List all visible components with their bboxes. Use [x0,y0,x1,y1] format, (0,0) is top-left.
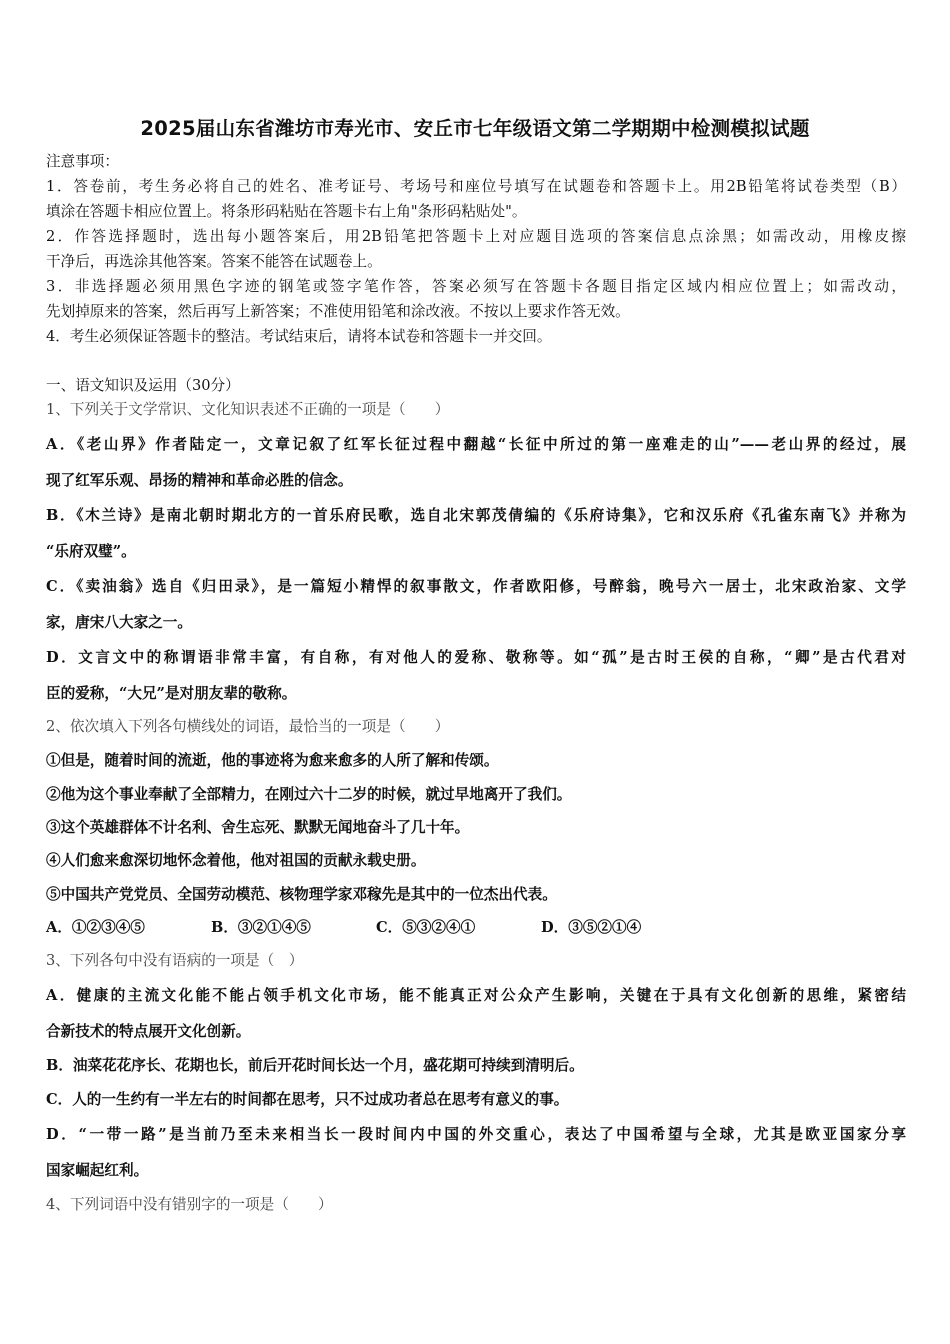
question-4-stem: 4、下列词语中没有错别字的一项是（ ） [46,1196,333,1213]
notice-line: 2．作答选择题时，选出每小题答案后，用2B铅笔把答题卡上对应题目选项的答案信息点涂黑；如需改动，用橡皮擦 [46,228,906,245]
q2-item: ⑤中国共产党党员、全国劳动模范、核物理学家邓稼先是其中的一位杰出代表。 [46,886,557,903]
q2-item: ②他为这个事业奉献了全部精力，在刚过六十二岁的时候，就过早地离开了我们。 [46,786,572,803]
question-2-stem: 2、依次填入下列各句横线处的词语，最恰当的一项是（ ） [46,718,450,735]
q1-option-b: B．《木兰诗》是南北朝时期北方的一首乐府民歌，选自北宋郭茂倩编的《乐府诗集》，它和汉乐府《孔雀东南飞》并称为 [46,507,906,524]
notice-line: 填涂在答题卡相应位置上。将条形码粘贴在答题卡右上角"条形码粘贴处"。 [46,203,527,220]
section-heading: 一、语文知识及运用（30分） [46,377,240,394]
notice-line: 3．非选择题必须用黑色字迹的钢笔或签字笔作答，答案必须写在答题卡各题目指定区域内相应位置上；如需改动， [46,278,906,295]
q3-option-c: C．人的一生约有一半左右的时间都在思考，只不过成功者总在思考有意义的事。 [46,1091,569,1108]
question-1-stem: 1、下列关于文学常识、文化知识表述不正确的一项是（ ） [46,401,450,418]
q2-item: ④人们愈来愈深切地怀念着他，他对祖国的贡献永载史册。 [46,852,426,869]
notice-line: 先划掉原来的答案，然后再写上新答案；不准使用铅笔和涂改液。不按以上要求作答无效。 [46,303,630,320]
notice-line: 1．答卷前，考生务必将自己的姓名、准考证号、考场号和座位号填写在试题卷和答题卡上。用2B铅笔将试卷类型（B） [46,178,906,195]
q1-option-b-cont: “乐府双璧”。 [46,543,136,560]
q2-option-c: C．⑤③②④① [376,919,476,936]
q3-option-d-cont: 国家崛起红利。 [46,1162,149,1179]
q1-option-c-cont: 家，唐宋八大家之一。 [46,614,192,631]
exam-title: 2025届山东省潍坊市寿光市、安丘市七年级语文第二学期期中检测模拟试题 [140,117,810,140]
q2-item: ③这个英雄群体不计名利、舍生忘死、默默无闻地奋斗了几十年。 [46,819,470,836]
q1-option-c: C．《卖油翁》选自《归田录》，是一篇短小精悍的叙事散文，作者欧阳修，号醉翁，晚号六一居士，北宋政治家、文学 [46,578,906,595]
q3-option-d: D．“一带一路”是当前乃至未来相当长一段时间内中国的外交重心，表达了中国希望与全球，尤其是欧亚国家分享 [46,1126,906,1143]
q2-option-d: D．③⑤②①④ [541,919,642,936]
notice-heading: 注意事项： [46,153,119,170]
q3-option-a-cont: 合新技术的特点展开文化创新。 [46,1023,251,1040]
q3-option-a: A．健康的主流文化能不能占领手机文化市场，能不能真正对公众产生影响，关键在于具有文化创新的思维，紧密结 [46,987,906,1004]
q1-option-a-cont: 现了红军乐观、昂扬的精神和革命必胜的信念。 [46,472,353,489]
q1-option-a: A．《老山界》作者陆定一，文章记叙了红军长征过程中翻越“长征中所过的第一座难走的山”——老山界的经过，展 [46,436,906,453]
q2-option-b: B．③②①④⑤ [211,919,311,936]
q1-option-d-cont: 臣的爱称，“大兄”是对朋友辈的敬称。 [46,685,297,702]
notice-line: 4．考生必须保证答题卡的整洁。考试结束后，请将本试卷和答题卡一并交回。 [46,328,552,345]
q2-options [46,919,641,937]
q1-option-d: D．文言文中的称谓语非常丰富，有自称，有对他人的爱称、敬称等。如“孤”是古时王侯的自称，“卿”是古代君对 [46,649,906,666]
question-3-stem: 3、下列各句中没有语病的一项是（ ） [46,952,304,969]
notice-line: 干净后，再选涂其他答案。答案不能答在试题卷上。 [46,253,382,270]
q3-option-b: B．油菜花花序长、花期也长，前后开花时间长达一个月，盛花期可持续到清明后。 [46,1057,584,1074]
q2-item: ①但是，随着时间的流逝，他的事迹将为愈来愈多的人所了解和传颂。 [46,752,499,769]
q2-option-a: A．①②③④⑤ [46,919,145,936]
